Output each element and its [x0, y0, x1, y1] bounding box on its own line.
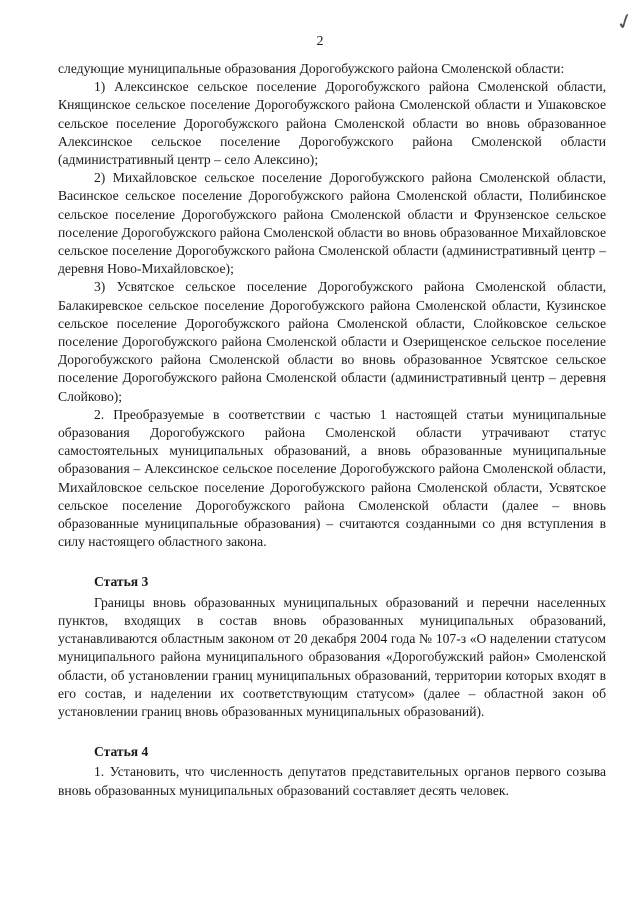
list-item-2: 2) Михайловское сельское поселение Дорогобужского района Смоленской области, Васинское сельское поселение Дорогобужского района Смоленской области, Полибинское сельское поселение Дорогобужского района Смоленской области и Фрунзенское сельское поселение Дорогобужского района Смоленской области во вновь образованное Михайловское сельское поселение Дорогобужского района Смоленской области (административный центр – деревня Ново-Михайловское); [58, 170, 606, 277]
document-body [58, 60, 606, 800]
list-item-1: 1) Алексинское сельское поселение Дорогобужского района Смоленской области, Княщинское сельское поселение Дорогобужского района Смоленской области и Ушаковское сельское поселение Дорогобужского района Смоленской области во вновь образованное Алексинское сельское поселение Дорогобужского района Смоленской области (административный центр – село Алексино); [58, 79, 606, 168]
handwritten-mark: ✓ [612, 7, 638, 38]
list-item-3: 3) Усвятское сельское поселение Дорогобужского района Смоленской области, Балакиревское сельское поселение Дорогобужского района Смоленской области, Кузинское сельское поселение Дорогобужского района Смоленской области, Слойковское сельское поселение Дорогобужского района Смоленской области и Озерищенское сельское поселение Дорогобужского района Смоленской области во вновь образованное Усвятское сельское поселение Дорогобужского района Смоленской области (административный центр – деревня Слойково); [58, 279, 606, 404]
article-3-heading: Статья 3 [94, 574, 149, 590]
article-4-heading: Статья 4 [94, 744, 149, 760]
intro-paragraph: следующие муниципальные образования Дорогобужского района Смоленской области: [58, 61, 565, 76]
article-3-text: Границы вновь образованных муниципальных образований и перечни населенных пунктов, входящих в состав вновь образованных муниципальных образований, устанавливаются областным законом от 20 декабря 2004 года № 107-з «О наделении статусом муниципального района муниципального образования «Дорогобужский район» Смоленской области, об установлении границ муниципальных образований, территории которых входят в его состав, и наделении их соответствующим статусом» (далее – областной закон об установлении границ вновь образованных муниципальных образований). [58, 594, 606, 719]
article-4-text: 1. Установить, что численность депутатов представительных органов первого созыва вновь образованных муниципальных образований составляет десять человек. [58, 764, 606, 798]
paragraph-2: 2. Преобразуемые в соответствии с частью 1 настоящей статьи муниципальные образования Дорогобужского района Смоленской области утрачивают статус самостоятельных муниципальных образований, а вновь образованные муниципальные образования – Алексинское сельское поселение Дорогобужского района Смоленской области, Михайловское сельское поселение Дорогобужского района Смоленской области, Усвятское сельское поселение Дорогобужского района Смоленской области (далее – вновь образованные муниципальные образования) – считаются созданными со дня вступления в силу настоящего областного закона. [58, 406, 606, 550]
page-number: 2 [316, 34, 324, 49]
